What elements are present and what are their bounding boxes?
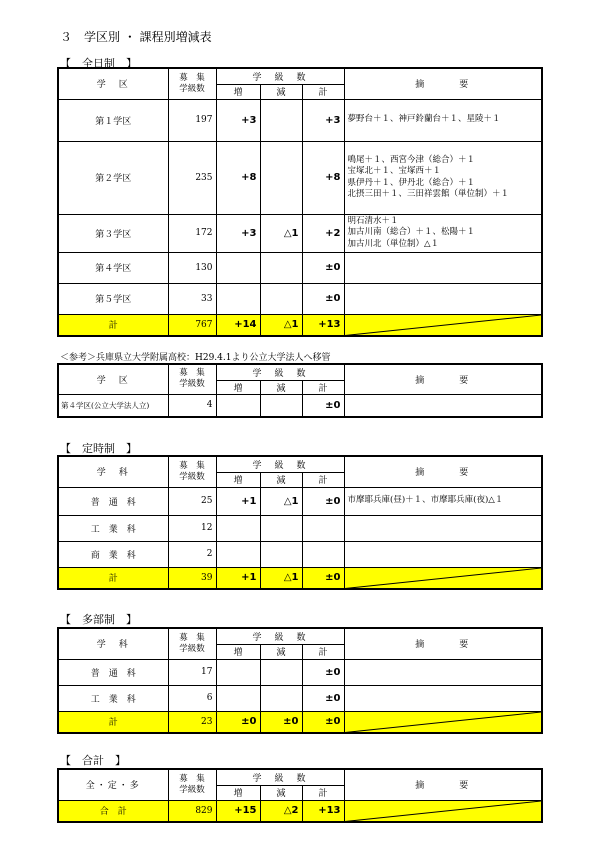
header-class-count: 学 級 数	[216, 628, 344, 644]
header-inc: 増	[216, 472, 260, 487]
table-teiji	[57, 455, 543, 590]
section-label-zennichi: 【 全日制 】	[60, 57, 137, 70]
remark-line: 加古川南（総合）＋１、松陽＋１	[347, 227, 476, 238]
total-total: ±0	[302, 567, 344, 589]
header-recruit: 募 集 学級数	[168, 769, 216, 800]
table-row	[58, 487, 542, 515]
row-dec	[260, 252, 302, 283]
header-class-count: 学 級 数	[216, 456, 344, 472]
total-name: 計	[58, 567, 168, 589]
row-total	[302, 515, 344, 541]
table-row	[58, 141, 542, 214]
row-total: ±0	[302, 685, 344, 711]
row-inc	[216, 515, 260, 541]
table-row	[58, 659, 542, 685]
row-dec	[260, 541, 302, 567]
table-row	[58, 685, 542, 711]
header-remarks: 摘 要	[344, 68, 542, 99]
row-name: 普 通 科	[58, 659, 168, 685]
header-total: 計	[302, 472, 344, 487]
row-name: 普 通 科	[58, 487, 168, 515]
row-total: +2	[302, 214, 344, 252]
header-remarks: 摘 要	[344, 769, 542, 800]
remark-line: 明石清水＋１	[347, 215, 399, 226]
row-recruit: 17	[168, 659, 216, 685]
remark-line: 鳴尾＋１、西宮今津（総合）＋１	[347, 154, 476, 165]
total-remarks-diagonal	[344, 711, 542, 733]
remark-line: 加古川北（単位制）△１	[347, 238, 440, 249]
header-class-count: 学 級 数	[216, 364, 344, 380]
total-recruit: 829	[168, 800, 216, 822]
total-row	[58, 567, 542, 589]
header-dec: 減	[260, 644, 302, 659]
row-recruit: 6	[168, 685, 216, 711]
total-total: +13	[302, 800, 344, 822]
row-total: ±0	[302, 252, 344, 283]
total-name: 計	[58, 314, 168, 336]
total-dec: ±0	[260, 711, 302, 733]
row-remarks	[344, 541, 542, 567]
table-row	[58, 541, 542, 567]
total-dec: △2	[260, 800, 302, 822]
header-total: 計	[302, 785, 344, 800]
row-remarks	[344, 99, 542, 141]
header-combined: 全・定・多	[58, 769, 168, 800]
remark-line: 夢野台＋１、神戸鈴蘭台＋１、星陵＋１	[347, 114, 501, 125]
total-total: ±0	[302, 711, 344, 733]
table-row	[58, 283, 542, 314]
header-dec: 減	[260, 380, 302, 394]
row-name: 第４学区	[58, 252, 168, 283]
row-total	[302, 541, 344, 567]
row-remarks	[344, 515, 542, 541]
header-inc: 増	[216, 84, 260, 99]
row-inc	[216, 659, 260, 685]
row-inc: +3	[216, 214, 260, 252]
row-name: 商 業 科	[58, 541, 168, 567]
page-title: ３ 学区別 ・ 課程別増減表	[60, 30, 212, 44]
total-inc: +15	[216, 800, 260, 822]
row-recruit: 197	[168, 99, 216, 141]
row-name: 第５学区	[58, 283, 168, 314]
row-recruit: 130	[168, 252, 216, 283]
total-remarks-diagonal	[344, 567, 542, 589]
row-dec: △1	[260, 214, 302, 252]
total-name: 合 計	[58, 800, 168, 822]
header-remarks: 摘 要	[344, 628, 542, 659]
row-name: 第３学区	[58, 214, 168, 252]
total-row	[58, 314, 542, 336]
row-total: ±0	[302, 283, 344, 314]
header-inc: 増	[216, 380, 260, 394]
row-remarks	[344, 487, 542, 515]
row-remarks	[344, 685, 542, 711]
header-recruit: 募 集 学級数	[168, 364, 216, 394]
total-recruit: 23	[168, 711, 216, 733]
row-total: ±0	[302, 659, 344, 685]
table-row	[58, 252, 542, 283]
header-recruit: 募 集 学級数	[168, 456, 216, 487]
total-row	[58, 711, 542, 733]
row-dec	[260, 394, 302, 417]
total-inc: +1	[216, 567, 260, 589]
remark-line: 北摂三田＋１、三田祥雲館（単位制）＋１	[347, 189, 510, 199]
row-inc	[216, 685, 260, 711]
table-zennichi	[57, 67, 543, 337]
remark-line: 宝塚北＋１、宝塚西＋１	[347, 166, 442, 176]
row-inc	[216, 541, 260, 567]
row-recruit: 235	[168, 141, 216, 214]
row-dec	[260, 283, 302, 314]
row-inc: +3	[216, 99, 260, 141]
row-inc	[216, 394, 260, 417]
total-remarks-diagonal	[344, 800, 542, 822]
row-recruit: 33	[168, 283, 216, 314]
table-row	[58, 214, 542, 252]
row-dec	[260, 659, 302, 685]
row-remarks	[344, 214, 542, 252]
remark-line: 県伊丹＋１、伊丹北（総合）＋１	[347, 177, 476, 188]
total-dec: △1	[260, 567, 302, 589]
row-total: ±0	[302, 487, 344, 515]
row-recruit: 25	[168, 487, 216, 515]
header-class-count: 学 級 数	[216, 769, 344, 785]
header-remarks: 摘 要	[344, 364, 542, 394]
total-inc: ±0	[216, 711, 260, 733]
total-inc: +14	[216, 314, 260, 336]
row-total: ±0	[302, 394, 344, 417]
row-dec	[260, 515, 302, 541]
row-remarks	[344, 394, 542, 417]
row-name: 第１学区	[58, 99, 168, 141]
row-dec	[260, 141, 302, 214]
header-dec: 減	[260, 472, 302, 487]
total-dec: △1	[260, 314, 302, 336]
total-row	[58, 800, 542, 822]
row-remarks	[344, 252, 542, 283]
section-label-gokei: 【 合計 】	[60, 754, 126, 767]
total-name: 計	[58, 711, 168, 733]
row-name: 第２学区	[58, 141, 168, 214]
total-total: +13	[302, 314, 344, 336]
total-recruit: 767	[168, 314, 216, 336]
row-name: 工 業 科	[58, 515, 168, 541]
row-total: +8	[302, 141, 344, 214]
row-dec: △1	[260, 487, 302, 515]
header-inc: 増	[216, 785, 260, 800]
table-reference	[57, 363, 543, 418]
header-subject: 学 科	[58, 456, 168, 487]
table-row	[58, 515, 542, 541]
header-recruit: 募 集 学級数	[168, 628, 216, 659]
row-name: 工 業 科	[58, 685, 168, 711]
row-inc: +8	[216, 141, 260, 214]
row-recruit: 172	[168, 214, 216, 252]
table-row	[58, 99, 542, 141]
row-inc: +1	[216, 487, 260, 515]
table-row	[58, 394, 542, 417]
total-remarks-diagonal	[344, 314, 542, 336]
total-recruit: 39	[168, 567, 216, 589]
row-remarks	[344, 141, 542, 214]
table-gokei	[57, 768, 543, 823]
header-total: 計	[302, 644, 344, 659]
header-district: 学 区	[58, 364, 168, 394]
header-recruit: 募 集 学級数	[168, 68, 216, 99]
row-name: 第４学区(公立大学法人立)	[58, 394, 168, 417]
row-total: +3	[302, 99, 344, 141]
header-dec: 減	[260, 84, 302, 99]
section-label-teiji: 【 定時制 】	[60, 442, 137, 455]
header-subject: 学 科	[58, 628, 168, 659]
row-inc	[216, 252, 260, 283]
section-label-tabu: 【 多部制 】	[60, 613, 137, 626]
table-tabu	[57, 627, 543, 734]
row-dec	[260, 685, 302, 711]
header-inc: 増	[216, 644, 260, 659]
header-class-count: 学 級 数	[216, 68, 344, 84]
row-remarks	[344, 659, 542, 685]
row-remarks	[344, 283, 542, 314]
row-recruit: 4	[168, 394, 216, 417]
header-remarks: 摘 要	[344, 456, 542, 487]
header-total: 計	[302, 84, 344, 99]
row-recruit: 2	[168, 541, 216, 567]
header-dec: 減	[260, 785, 302, 800]
row-dec	[260, 99, 302, 141]
reference-note: ＜参考＞兵庫県立大学附属高校：H29.4.1より公立大学法人へ移管	[60, 353, 331, 363]
row-recruit: 12	[168, 515, 216, 541]
row-inc	[216, 283, 260, 314]
remark-line: 市摩耶兵庫(昼)＋１、市摩耶兵庫(夜)△１	[347, 495, 504, 506]
header-district: 学 区	[58, 68, 168, 99]
header-total: 計	[302, 380, 344, 394]
